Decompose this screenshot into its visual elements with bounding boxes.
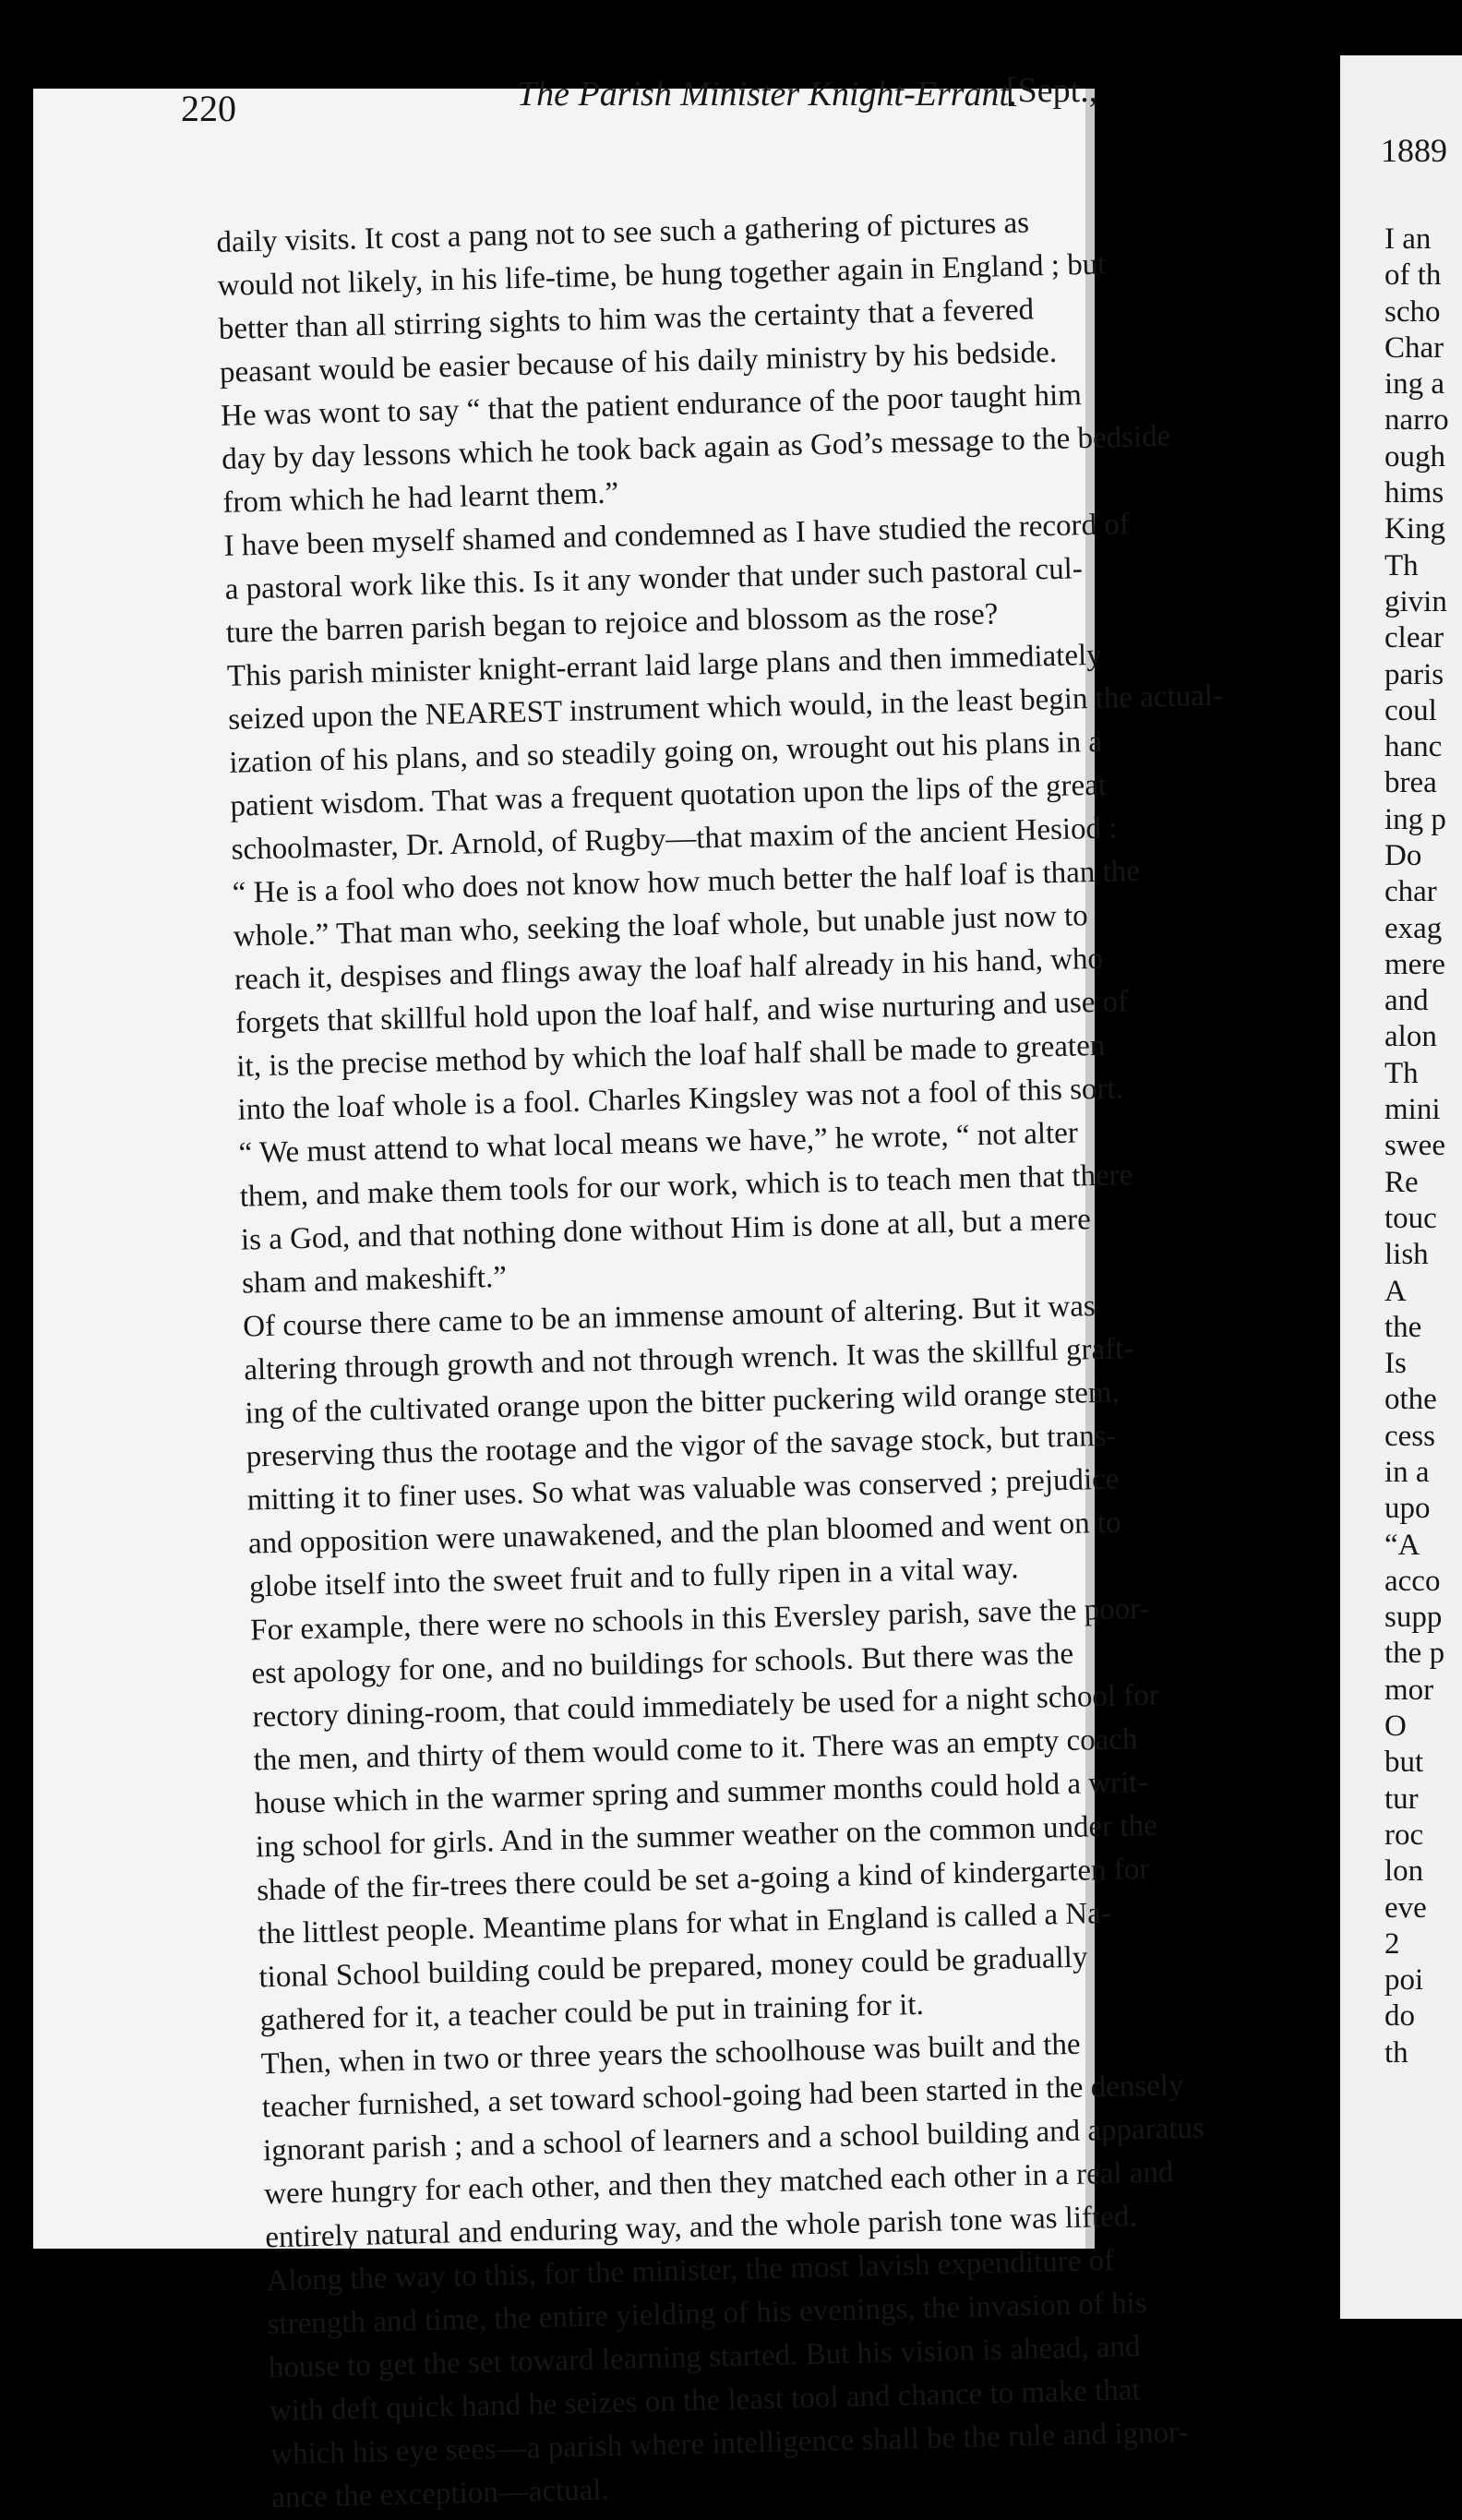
next-page-fragment: scho: [1384, 294, 1441, 329]
next-page-fragment: ough: [1384, 439, 1445, 474]
next-page-fragment: King: [1384, 512, 1445, 546]
text-line: and opposition were unawakened, and the plan bloomed and went on to: [247, 1506, 1121, 1561]
next-page-fragment: the p: [1384, 1637, 1445, 1671]
text-line: ization of his plans, and so steadily going on, wrought out his plans in a: [228, 725, 1103, 780]
text-line: ing of the cultivated orange upon the bitter puckering wild orange stem,: [245, 1375, 1120, 1431]
text-line: patient wisdom. That was a frequent quotation upon the lips of the great: [230, 768, 1108, 823]
next-page-fragment: Char: [1384, 330, 1444, 365]
next-page-fragment: mini: [1384, 1093, 1441, 1127]
next-page-fragment: poi: [1384, 1963, 1424, 1998]
text-line: the littlest people. Meantime plans for what in England is called a Na-: [257, 1896, 1112, 1951]
text-line: ing school for girls. And in the summer weather on the common under the: [255, 1808, 1158, 1865]
next-page-fragment: othe: [1384, 1383, 1437, 1417]
running-title: The Parish Minister Knight-Errant.: [517, 75, 1018, 114]
next-page-fragment: exag: [1384, 911, 1443, 945]
next-page-fragment: mor: [1384, 1673, 1434, 1707]
next-page-fragment: “A: [1384, 1528, 1420, 1562]
text-line: tional School building could be prepared, money could be gradually: [258, 1940, 1088, 1995]
next-page-fragment: Th: [1384, 548, 1419, 582]
text-line: them, and make them tools for our work, which is to teach men that there: [239, 1158, 1133, 1214]
next-page-fragment: tur: [1384, 1782, 1419, 1816]
next-page-fragment: alon: [1384, 1020, 1437, 1054]
body-text: [216, 196, 1313, 2520]
page-number: 220: [181, 88, 236, 129]
text-line: strength and time, the entire yielding of his evenings, the invasion of his: [267, 2286, 1147, 2342]
next-page-fragment: mere: [1384, 947, 1445, 981]
text-line: “ He is a fool who does not know how much better the half loaf is than the: [232, 854, 1141, 910]
next-page-fragment: ing a: [1384, 367, 1445, 402]
text-line: the men, and thirty of them would come to it. There was an empty coach: [253, 1722, 1138, 1778]
text-line: teacher furnished, a set toward school-going had been started in the densely: [261, 2068, 1184, 2125]
text-line: reach it, despises and flings away the loaf half already in his hand, who: [234, 942, 1104, 997]
text-line: ance the exception—actual.: [270, 2473, 610, 2515]
text-line: rectory dining-room, that could immediately be used for a night school for: [252, 1678, 1160, 1734]
next-page-header: 1889: [1381, 132, 1447, 169]
next-page-fragment: acco: [1384, 1564, 1441, 1598]
next-page-fragment: hanc: [1384, 730, 1443, 764]
next-page-fragment: O: [1384, 1710, 1407, 1744]
text-line: peasant would be easier because of his daily ministry by his bedside.: [219, 335, 1058, 390]
text-line: is a God, and that nothing done without Him is done at all, but a mere: [240, 1203, 1092, 1257]
text-line: sham and makeshift.”: [241, 1260, 508, 1301]
text-line: would not likely, in his life-time, be hung together again in England ; but: [217, 247, 1107, 303]
text-line: seized upon the NEAREST instrument which would, in the least begin the actual-: [227, 678, 1224, 737]
text-line: This parish minister knight-errant laid large plans and then immediately: [226, 638, 1103, 693]
next-page-fragment: do: [1384, 1999, 1415, 2034]
next-page-fragment: 2: [1384, 1926, 1400, 1961]
next-page-fragment: hims: [1384, 476, 1444, 510]
next-page-fragment: paris: [1384, 657, 1444, 691]
next-page-fragment: Th: [1384, 1056, 1419, 1090]
text-line: globe itself into the sweet fruit and to fully ripen in a vital way.: [248, 1552, 1020, 1604]
text-line: I have been myself shamed and condemned as I have studied the record of: [223, 507, 1131, 563]
text-line: into the loaf whole is a fool. Charles Kingsley was not a fool of this sort.: [237, 1072, 1124, 1127]
text-line: from which he had learnt them.”: [222, 476, 619, 520]
next-page-fragment: brea: [1384, 766, 1437, 800]
text-line: whole.” That man who, seeking the loaf whole, but unable just now to: [233, 899, 1089, 954]
next-page-fragment: clear: [1384, 621, 1444, 655]
text-line: est apology for one, and no buildings for schools. But there was the: [251, 1637, 1074, 1691]
text-line: with deft quick hand he seizes on the least tool and chance to make that: [269, 2373, 1141, 2429]
next-page-fragment: swee: [1384, 1129, 1445, 1163]
text-line: ture the barren parish began to rejoice and blossom as the rose?: [225, 597, 999, 650]
next-page-fragment: Do: [1384, 839, 1422, 872]
next-page-fragment: coul: [1384, 693, 1437, 727]
text-line: house to get the set toward learning started. But his vision is ahead, and: [268, 2330, 1141, 2385]
text-line: For example, there were no schools in this Eversley parish, save the poor-: [249, 1591, 1150, 1648]
text-line: shade of the fir-trees there could be set a-going a kind of kindergarten for: [256, 1852, 1150, 1908]
next-page-fragment: th: [1384, 2035, 1408, 2070]
next-page-fragment: upo: [1384, 1492, 1431, 1526]
text-line: better than all stirring sights to him was the certainty that a fevered: [218, 293, 1035, 346]
text-line: entirely natural and enduring way, and the whole parish tone was lifted.: [264, 2200, 1138, 2255]
next-page-fragment: char: [1384, 875, 1437, 909]
next-page-fragment: ing p: [1384, 802, 1446, 836]
next-page-fragment: lon: [1384, 1854, 1424, 1889]
text-line: Then, when in two or three years the schoolhouse was built and the: [260, 2027, 1081, 2082]
text-line: which his eye sees—a parish where intelligence shall be the rule and ignor-: [270, 2415, 1189, 2472]
text-line: gathered for it, a teacher could be put in training for it.: [259, 1987, 925, 2038]
text-line: daily visits. It cost a pang not to see such a gathering of pictures as: [216, 206, 1030, 259]
next-page-fragment: givin: [1384, 584, 1447, 618]
next-page-fragment: the: [1384, 1310, 1422, 1344]
next-page-fragment: supp: [1384, 1601, 1443, 1635]
next-page-fragment: lish: [1384, 1238, 1429, 1272]
text-line: Of course there came to be an immense amount of altering. But it was: [242, 1290, 1096, 1344]
text-line: it, is the precise method by which the loaf half shall be made to greaten: [235, 1028, 1106, 1084]
next-page-fragment: in a: [1384, 1456, 1430, 1489]
text-line: altering through growth and not through wrench. It was the skillful graft-: [243, 1332, 1134, 1387]
next-page-fragment: Re: [1384, 1165, 1419, 1199]
text-line: Along the way to this, for the minister, the most lavish expenditure of: [266, 2243, 1115, 2298]
next-page-fragment: narro: [1384, 403, 1449, 438]
text-line: preserving thus the rootage and the vigor of the savage stock, but trans-: [246, 1419, 1117, 1474]
next-page-fragment: touc: [1384, 1201, 1437, 1235]
next-page-fragment: I an: [1384, 222, 1432, 256]
next-page-fragment: A: [1384, 1274, 1407, 1308]
next-page-fragment: eve: [1384, 1890, 1427, 1925]
next-page-fragment: roc: [1384, 1818, 1424, 1852]
text-line: were hungry for each other, and then they matched each other in a real and: [263, 2155, 1174, 2212]
next-page-fragment: Is: [1384, 1347, 1407, 1381]
text-line: day by day lessons which he took back again as God’s message to the bedside: [221, 419, 1171, 476]
next-page-fragment: but: [1384, 1746, 1424, 1780]
next-page-fragment: cess: [1384, 1419, 1435, 1453]
month-label: [Sept.,: [1006, 71, 1098, 110]
text-line: house which in the warmer spring and summer months could hold a writ-: [254, 1765, 1148, 1821]
text-line: “ We must attend to what local means we have,” he wrote, “ not alter: [238, 1116, 1079, 1170]
text-line: ignorant parish ; and a school of learners and a school building and apparatus: [262, 2111, 1205, 2168]
text-line: a pastoral work like this. Is it any wonder that under such pastoral cul-: [224, 552, 1084, 606]
text-line: mitting it to finer uses. So what was valuable was conserved ; prejudice: [246, 1462, 1120, 1518]
next-page-fragment: and: [1384, 984, 1429, 1018]
next-page-fragment: of th: [1384, 258, 1442, 293]
text-line: schoolmaster, Dr. Arnold, of Rugby—that maxim of the ancient Hesiod :: [231, 811, 1118, 867]
text-line: He was wont to say “ that the patient endurance of the poor taught him: [220, 378, 1083, 433]
text-line: forgets that skillful hold upon the loaf half, and wise nurturing and use of: [234, 985, 1129, 1040]
